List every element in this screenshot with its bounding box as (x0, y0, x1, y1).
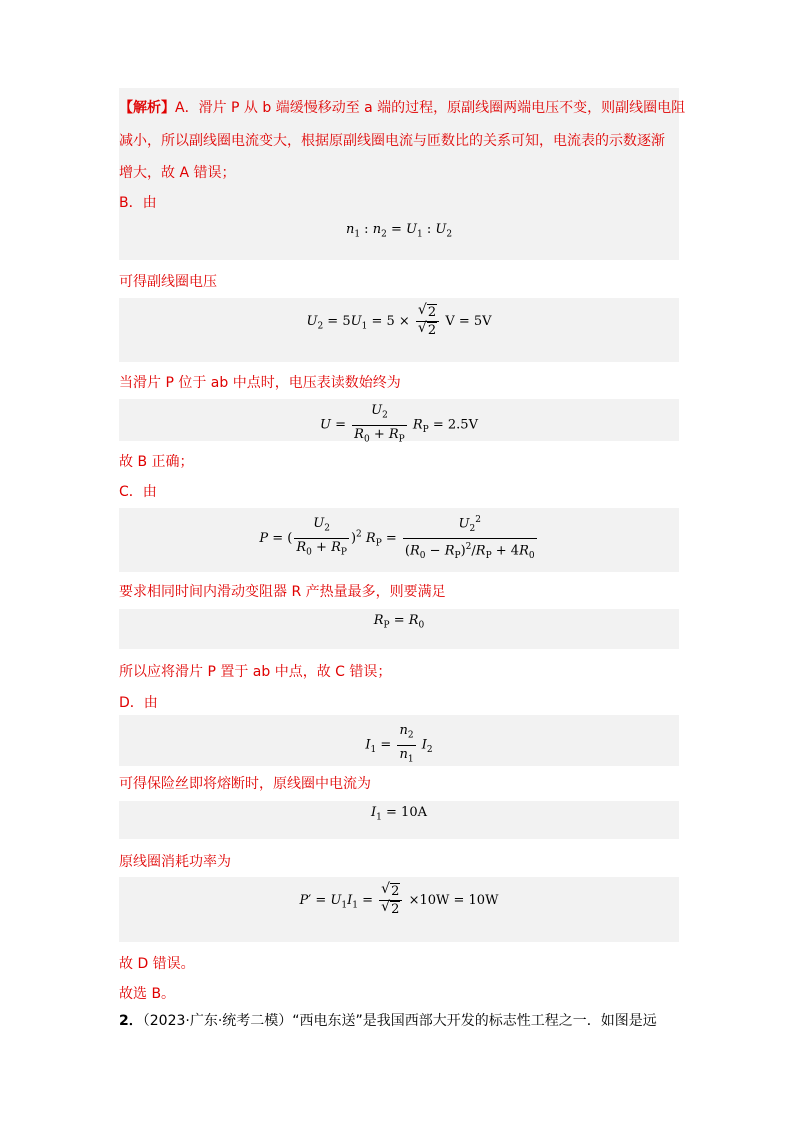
analysis-D-lead: D．由 (119, 695, 158, 711)
analysis-C-lead: C．由 (119, 484, 157, 500)
analysis-D-conclusion: 故 D 错误。 (119, 956, 195, 972)
analysis-B-text2: 可得副线圈电压 (119, 274, 217, 290)
equation-voltmeter-reading: U = $\frac{U_2}{R_0 + R_P}$ $R_P = 2.5V$ (320, 403, 478, 445)
analysis-A-text: A．滑片 P 从 b 端缓慢移动至 a 端的过程，原副线圈两端电压不变，则副线圈电阻 (175, 100, 686, 116)
equation-primary-power: $P' = U_1I_1$ = √ 2 √ 2 ×10W = 10W (299, 881, 499, 917)
equation-secondary-voltage: $U_2 = 5U_1 = 5$ × √ 2 √ 2 V = 5V (306, 302, 492, 338)
next-question (119, 1010, 689, 1032)
analysis-line-A2: 减小，所以副线圈电流变大，根据原副线圈电流与匝数比的关系可知，电流表的示数逐渐 (119, 133, 665, 149)
analysis-final-answer: 故选 B。 (119, 986, 176, 1002)
equation-turns-ratio: $n_1$ : $n_2 = U_1$ : $U_2$ (345, 222, 453, 240)
equation-rp-equals-r0: $R_P = R_0$ (373, 613, 425, 631)
equation-current-ratio: $I_1$ = $\frac{n_2}{n_1}$ $I_2$ (365, 723, 433, 765)
analysis-B-lead: B．由 (119, 195, 157, 211)
analysis-line-A3: 增大，故 A 错误； (119, 165, 236, 181)
analysis-label: 【解析】 (119, 100, 175, 116)
question-text: “西电东送”是我国西部大开发的标志性工程之一．如图是远 (292, 1013, 657, 1029)
analysis-C-conclusion: 所以应将滑片 P 置于 ab 中点，故 C 错误； (119, 664, 392, 680)
question-source: （2023·广东·统考二模） (142, 1013, 293, 1029)
analysis-line-A (119, 98, 686, 118)
analysis-B-text3: 当滑片 P 位于 ab 中点时，电压表读数始终为 (119, 375, 401, 391)
analysis-D-text3: 原线圈消耗功率为 (119, 854, 231, 870)
analysis-C-text2: 要求相同时间内滑动变阻器 R 产热量最多，则要满足 (119, 584, 446, 600)
equation-power-rp: P = ( $\frac{U_2}{R_0 + R_P}$ )$^2$ $R_P$ = $\frac{U_2^2}{(R_0 - R_P)^2/R_P + 4R_0}$ (119, 512, 679, 565)
question-number: 2． (119, 1013, 143, 1029)
analysis-B-conclusion: 故 B 正确； (119, 454, 194, 470)
analysis-D-text2: 可得保险丝即将熔断时，原线圈中电流为 (119, 776, 371, 792)
equation-primary-current: $I_1 = 10A$ (371, 805, 427, 823)
